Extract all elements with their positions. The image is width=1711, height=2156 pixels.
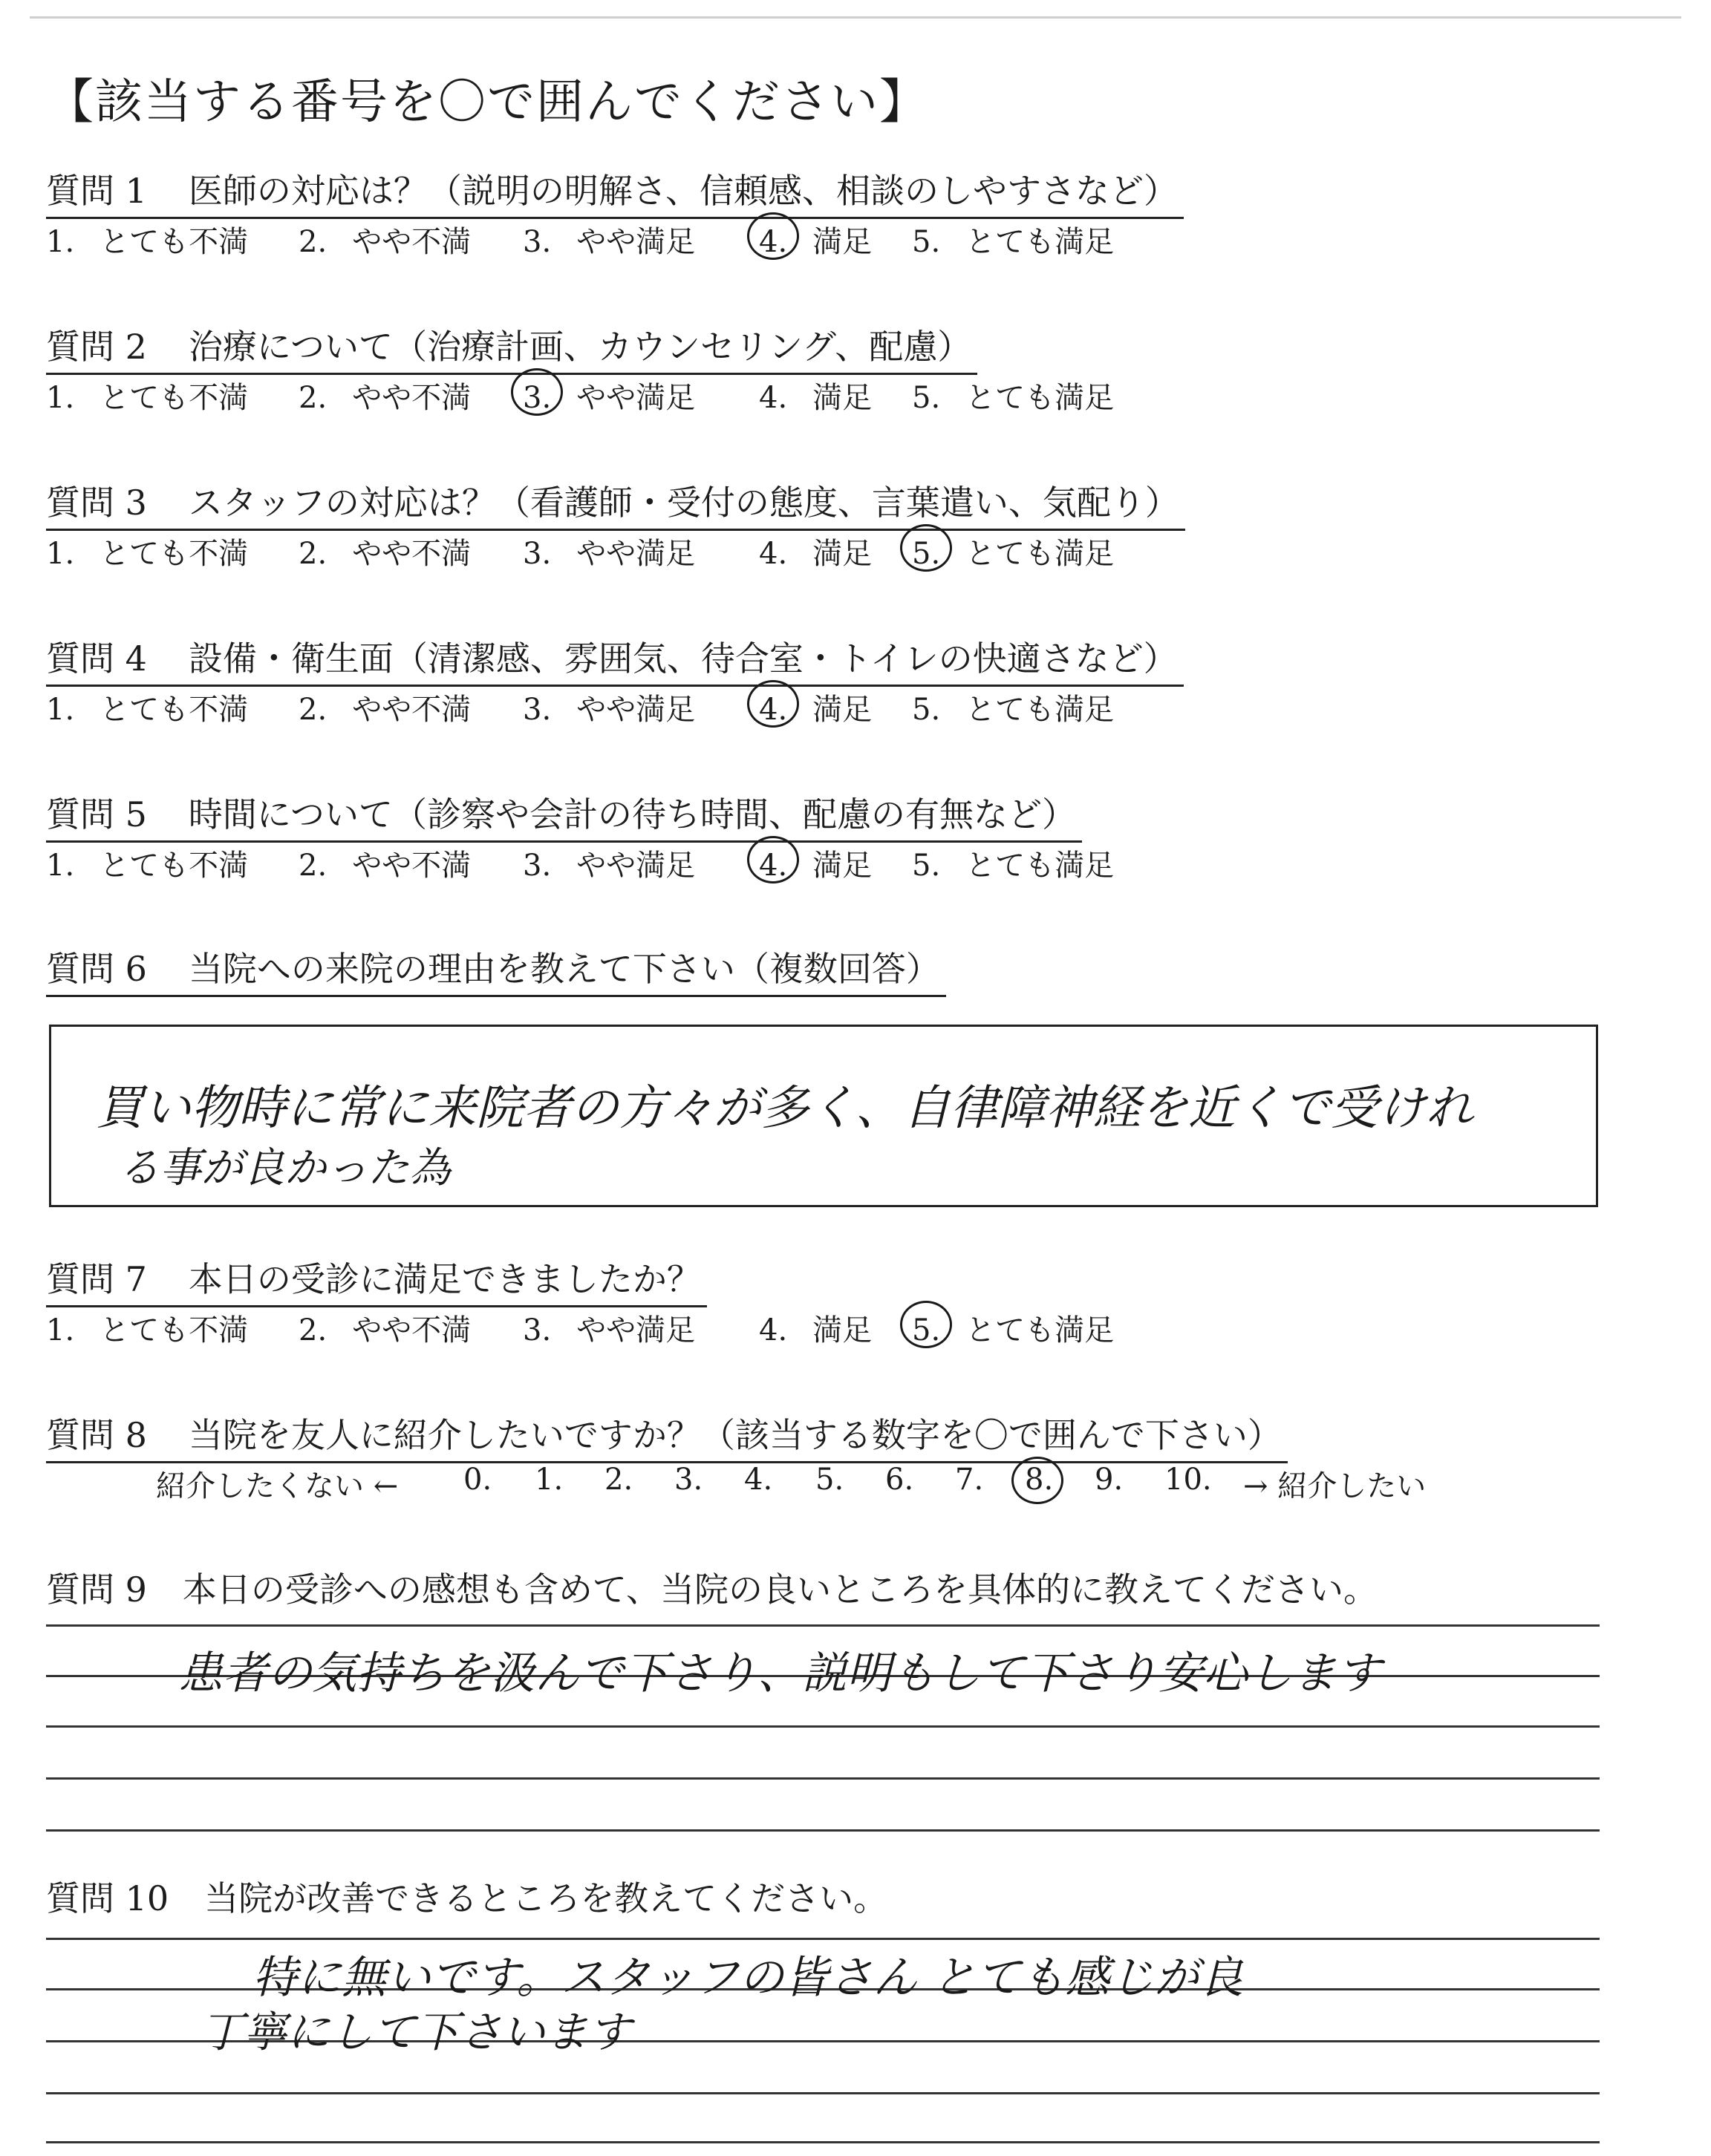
question-4 (46, 633, 1184, 727)
question-8-title (46, 1409, 1288, 1463)
question-text: 治療について（治療計画、カウンセリング、配慮） (188, 327, 972, 367)
question-text: 時間について（診察や会計の待ち時間、配慮の有無など） (188, 794, 1076, 834)
handwritten-answer-line-2: 丁寧にして下さいます (201, 2007, 632, 2057)
rating-options (46, 218, 1234, 260)
question-5 (46, 788, 1115, 883)
question-number: 質問 7 (46, 1259, 147, 1299)
question-1 (46, 165, 1184, 259)
selection-circle (511, 368, 563, 416)
scale-option-2[interactable]: 2. (604, 1463, 633, 1497)
handwritten-answer-line-2: る事が良かった為 (118, 1144, 451, 1192)
scale-option-9[interactable]: 9. (1095, 1463, 1124, 1497)
option-3[interactable]: 3. やや満足 (523, 537, 696, 571)
rating-options (46, 1307, 1234, 1348)
option-3[interactable]: 3. やや満足 (523, 1313, 696, 1348)
question-7 (46, 1253, 1115, 1348)
option-4[interactable]: 4. 満足 (759, 1313, 873, 1348)
answer-box[interactable] (49, 1025, 1598, 1207)
option-3[interactable]: 3. やや満足 (523, 381, 696, 415)
option-4[interactable]: 4. 満足 (759, 225, 873, 259)
question-text: 当院が改善できるところを教えてください。 (204, 1878, 888, 1918)
handwritten-answer-line-1: 特に無いです。スタッフの皆さん とても感じが良 (252, 1952, 1244, 2004)
question-2-title (46, 321, 977, 375)
option-4[interactable]: 4. 満足 (759, 849, 873, 883)
scale-option-4[interactable]: 4. (744, 1463, 773, 1497)
question-text: スタッフの対応は？（看護師・受付の態度、言葉遣い、気配り） (188, 483, 1179, 523)
answer-line (46, 1624, 1600, 1627)
question-text: 医師の対応は？（説明の明解さ、信頼感、相談のしやすさなど） (188, 171, 1179, 211)
answer-line (46, 1725, 1600, 1728)
scale-option-5[interactable]: 5. (815, 1463, 844, 1497)
selection-circle (747, 212, 799, 260)
top-border (30, 16, 1681, 19)
option-5[interactable]: 5. とても満足 (912, 1313, 1115, 1348)
scale-right-label: → 紹介したい (1243, 1469, 1427, 1503)
answer-line (46, 2141, 1600, 2143)
question-6 (46, 943, 946, 997)
question-7-title (46, 1253, 707, 1307)
option-2[interactable]: 2. やや不満 (299, 381, 472, 415)
answer-line (46, 1829, 1600, 1832)
question-number: 質問 3 (46, 483, 147, 523)
question-text: 本日の受診に満足できましたか？ (188, 1259, 701, 1299)
option-5[interactable]: 5. とても満足 (912, 849, 1115, 883)
answer-line (46, 1938, 1600, 1940)
option-2[interactable]: 2. やや不満 (299, 849, 472, 883)
scale-option-7[interactable]: 7. (955, 1463, 984, 1497)
handwritten-answer: 患者の気持ちを汲んで下さり、説明もして下さり安心します (178, 1647, 1381, 1699)
handwritten-answer-line-1: 買い物時に常に来院者の方々が多く、自律障神経を近くで受けれ (96, 1081, 1473, 1136)
option-5[interactable]: 5. とても満足 (912, 225, 1115, 259)
question-10 (46, 1872, 887, 1924)
question-9 (46, 1564, 1378, 1616)
selection-circle (747, 836, 799, 883)
option-4[interactable]: 4. 満足 (759, 693, 873, 727)
scale-option-0[interactable]: 0. (463, 1463, 492, 1497)
question-text: 当院への来院の理由を教えて下さい（複数回答） (188, 949, 940, 989)
option-2[interactable]: 2. やや不満 (299, 1313, 472, 1348)
question-9-title (46, 1564, 1378, 1616)
question-number: 質問 8 (46, 1415, 147, 1455)
selection-circle (900, 524, 952, 572)
option-3[interactable]: 3. やや満足 (523, 849, 696, 883)
question-3-title (46, 477, 1185, 531)
option-2[interactable]: 2. やや不満 (299, 537, 472, 571)
option-3[interactable]: 3. やや満足 (523, 693, 696, 727)
option-5[interactable]: 5. とても満足 (912, 537, 1115, 571)
rating-options (46, 842, 1234, 883)
answer-line (46, 1777, 1600, 1780)
option-5[interactable]: 5. とても満足 (912, 381, 1115, 415)
question-number: 質問 6 (46, 949, 147, 989)
question-number: 質問 5 (46, 794, 147, 834)
scale-option-8[interactable]: 8. (1025, 1463, 1054, 1497)
option-2[interactable]: 2. やや不満 (299, 693, 472, 727)
option-4[interactable]: 4. 満足 (759, 381, 873, 415)
question-1-title (46, 165, 1184, 219)
question-number: 質問 4 (46, 638, 147, 679)
question-text: 本日の受診への感想も含めて、当院の良いところを具体的に教えてください。 (182, 1569, 1378, 1610)
question-4-title (46, 633, 1184, 687)
question-6-title (46, 943, 946, 997)
question-8 (46, 1409, 1427, 1503)
question-number: 質問 2 (46, 327, 147, 367)
scale-option-10[interactable]: 10. (1164, 1463, 1212, 1497)
rating-options (46, 686, 1234, 728)
page-heading: 【該当する番号を〇で囲んでください】 (46, 75, 928, 130)
selection-circle (900, 1301, 952, 1348)
question-number: 質問 9 (46, 1569, 147, 1610)
selection-circle (1011, 1457, 1063, 1504)
question-number: 質問 10 (46, 1878, 169, 1918)
scale-option-3[interactable]: 3. (674, 1463, 703, 1497)
question-5-title (46, 788, 1082, 843)
question-text: 当院を友人に紹介したいですか？（該当する数字を〇で囲んで下さい） (188, 1415, 1282, 1455)
scale-left-label: 紹介したくない ← (156, 1469, 399, 1503)
question-10-title (46, 1872, 887, 1924)
option-2[interactable]: 2. やや不満 (299, 225, 472, 259)
question-3 (46, 477, 1185, 571)
question-2 (46, 321, 1115, 415)
question-number: 質問 1 (46, 171, 147, 211)
answer-line (46, 2092, 1600, 2094)
option-1[interactable]: 1. とても不満 (46, 537, 249, 571)
option-4[interactable]: 4. 満足 (759, 537, 873, 571)
rating-options (46, 374, 1234, 416)
option-5[interactable]: 5. とても満足 (912, 693, 1115, 727)
question-text: 設備・衛生面（清潔感、雰囲気、待合室・トイレの快適さなど） (188, 638, 1178, 679)
option-1[interactable]: 1. とても不満 (46, 381, 249, 415)
selection-circle (747, 680, 799, 728)
rating-options (46, 530, 1234, 572)
option-1[interactable]: 1. とても不満 (46, 225, 249, 259)
scale-option-1[interactable]: 1. (535, 1463, 564, 1497)
option-3[interactable]: 3. やや満足 (523, 225, 696, 259)
option-1[interactable]: 1. とても不満 (46, 849, 249, 883)
option-1[interactable]: 1. とても不満 (46, 1313, 249, 1348)
recommend-scale (46, 1463, 1531, 1504)
option-1[interactable]: 1. とても不満 (46, 693, 249, 727)
scale-option-6[interactable]: 6. (885, 1463, 914, 1497)
